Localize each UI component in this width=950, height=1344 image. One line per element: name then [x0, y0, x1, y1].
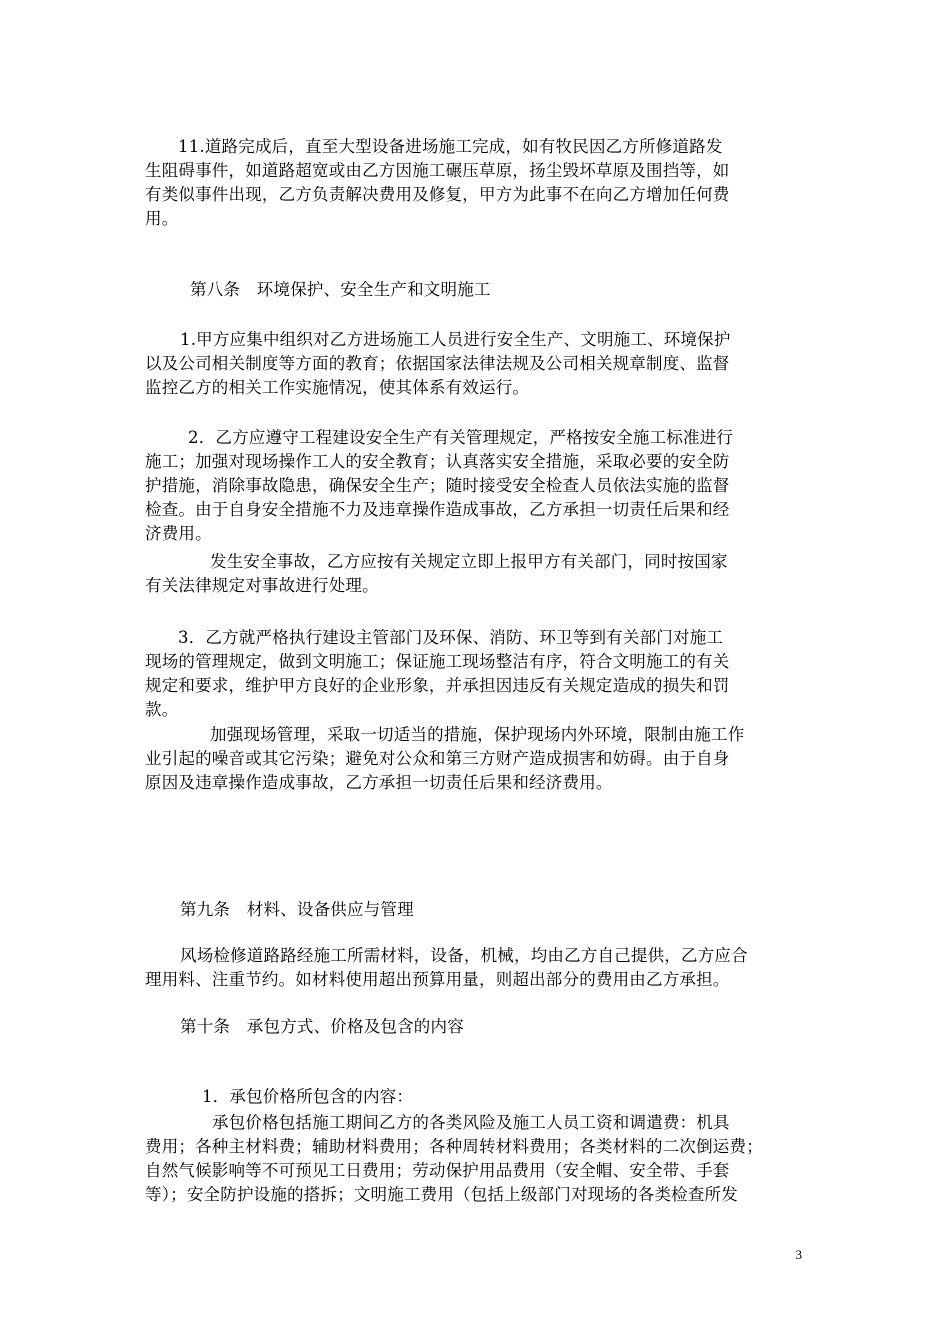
text-line: 2．乙方应遵守工程建设安全生产有关管理规定，严格按安全施工标准进行: [188, 428, 734, 447]
text-line: 1.甲方应集中组织对乙方进场施工人员进行安全生产、文明施工、环境保护: [180, 330, 731, 349]
text-line: 生阻碍事件，如道路超宽或由乙方因施工碾压草原，扬尘毁坏草原及围挡等，如: [145, 161, 730, 180]
text-line: 理用料、注重节约。如材料使用超出预算用量，则超出部分的费用由乙方承担。: [145, 970, 730, 989]
text-line: 用。: [145, 209, 179, 228]
section-heading: 第十条 承包方式、价格及包含的内容: [180, 1017, 464, 1036]
text-line: 现场的管理规定，做到文明施工；保证施工现场整洁有序，符合文明施工的有关: [145, 652, 730, 671]
section-heading: 第九条 材料、设备供应与管理: [180, 900, 414, 919]
text-line: 护措施，消除事故隐患，确保安全生产；随时接受安全检查人员依法实施的监督: [145, 476, 730, 495]
section-heading: 第八条 环境保护、安全生产和文明施工: [190, 280, 491, 299]
text-line: 原因及违章操作造成事故，乙方承担一切责任后果和经济费用。: [145, 773, 613, 792]
text-line: 施工；加强对现场操作工人的安全教育；认真落实安全措施，采取必要的安全防: [145, 452, 730, 471]
text-line: 等）；安全防护设施的搭拆；文明施工费用（包括上级部门对现场的各类检查所发: [145, 1185, 738, 1204]
text-line: 检查。由于自身安全措施不力及违章操作造成事故，乙方承担一切责任后果和经: [145, 500, 730, 519]
text-line: 承包价格包括施工期间乙方的各类风险及施工人员工资和调遣费：机具: [212, 1113, 730, 1132]
text-line: 11.道路完成后，直至大型设备进场施工完成，如有牧民因乙方所修道路发: [178, 137, 723, 156]
text-line: 规定和要求，维护甲方良好的企业形象，并承担因违反有关规定造成的损失和罚: [145, 676, 730, 695]
text-line: 1．承包价格所包含的内容：: [202, 1087, 414, 1106]
text-line: 自然气候影响等不可预见工日费用；劳动保护用品费用（安全帽、安全带、手套: [145, 1161, 730, 1180]
page-number: 3: [795, 1247, 802, 1262]
text-line: 3．乙方就严格执行建设主管部门及环保、消防、环卫等到有关部门对施工: [178, 628, 724, 647]
text-line: 有类似事件出现，乙方负责解决费用及修复，甲方为此事不在向乙方增加任何费: [145, 185, 730, 204]
text-line: 加强现场管理，采取一切适当的措施，保护现场内外环境，限制由施工作: [210, 725, 745, 744]
text-line: 监控乙方的相关工作实施情况，使其体系有效运行。: [145, 378, 530, 397]
text-line: 款。: [145, 700, 179, 719]
text-line: 有关法律规定对事故进行处理。: [145, 576, 379, 595]
text-line: 风场检修道路路经施工所需材料，设备，机械，均由乙方自己提供，乙方应合: [180, 946, 748, 965]
text-line: 发生安全事故，乙方应按有关规定立即上报甲方有关部门，同时按国家: [210, 552, 728, 571]
text-line: 费用；各种主材料费；辅助材料费用；各种周转材料费用；各类材料的二次倒运费；: [145, 1137, 763, 1156]
text-line: 以及公司相关制度等方面的教育；依据国家法律法规及公司相关规章制度、监督: [145, 354, 730, 373]
text-line: 济费用。: [145, 524, 212, 543]
text-line: 业引起的噪音或其它污染；避免对公众和第三方财产造成损害和妨碍。由于自身: [145, 749, 730, 768]
